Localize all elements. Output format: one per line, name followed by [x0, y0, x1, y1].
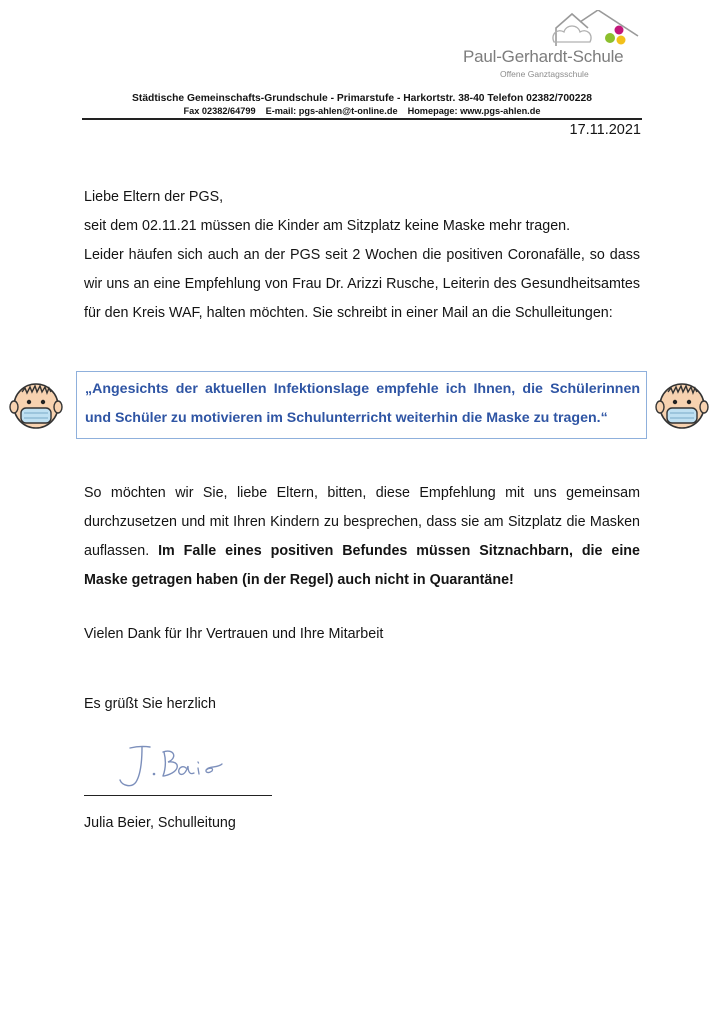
paragraph-intro-rest: Leider häufen sich auch an der PGS seit 2 Wochen die positiven Coronafälle, so dass wir uns an eine Empfehlung von Frau Dr. Arizzi Rusche, Leiterin des Gesundheitsamtes für den Kreis WAF, halten möchten. Sie schreibt in einer Mail an die Schulleitungen: [84, 247, 640, 321]
address-line: Städtische Gemeinschafts-Grundschule - Primarstufe - Harkortstr. 38-40 Telefon 02382/700228 [132, 93, 592, 104]
request-text: So möchten wir Sie, liebe Eltern, bitten, diese Empfehlung mit uns gemeinsam durchzusetzen und mit Ihren Kindern zu besprechen, dass sie am Sitzplatz die Masken auflassen. [84, 485, 640, 559]
email-address[interactable]: E-mail: pgs-ahlen@t-online.de [265, 106, 398, 116]
school-name: Paul-Gerhardt-Schule [463, 47, 624, 66]
thanks-line: Vielen Dank für Ihr Vertrauen und Ihre Mitarbeit [84, 626, 384, 642]
fax-number: Fax 02382/64799 [183, 106, 256, 116]
house-logo-icon [550, 10, 642, 50]
school-subtitle: Offene Ganztagsschule [500, 69, 589, 79]
paragraph-request [84, 479, 640, 595]
greeting: Liebe Eltern der PGS, [84, 189, 224, 205]
masked-face-icon [654, 378, 710, 434]
quarantine-notice: Im Falle eines positiven Befundes müssen Sitznachbarn, die eine Maske getragen haben (in der Regel) auch nicht in Quarantäne! [84, 543, 640, 588]
signature-line [84, 795, 272, 796]
paragraph-intro-line1: seit dem 02.11.21 müssen die Kinder am Sitzplatz keine Maske mehr tragen. [84, 218, 571, 234]
signer-name: Julia Beier, Schulleitung [84, 815, 236, 831]
letter-date: 17.11.2021 [569, 122, 641, 138]
paragraph-intro [84, 212, 640, 328]
school-logo [455, 10, 645, 80]
quote-box [76, 371, 647, 439]
regards-line: Es grüßt Sie herzlich [84, 696, 216, 712]
header-divider [82, 118, 642, 120]
contact-line [82, 106, 642, 116]
health-office-quote: „Angesichts der aktuellen Infektionslage empfehle ich Ihnen, die Schülerinnen und Schüler zu motivieren im Schulunterricht weiterhin die Maske zu tragen.“ [85, 381, 640, 426]
masked-face-icon [8, 378, 64, 434]
handwritten-signature [108, 738, 228, 794]
homepage-url[interactable]: Homepage: www.pgs-ahlen.de [407, 106, 541, 116]
